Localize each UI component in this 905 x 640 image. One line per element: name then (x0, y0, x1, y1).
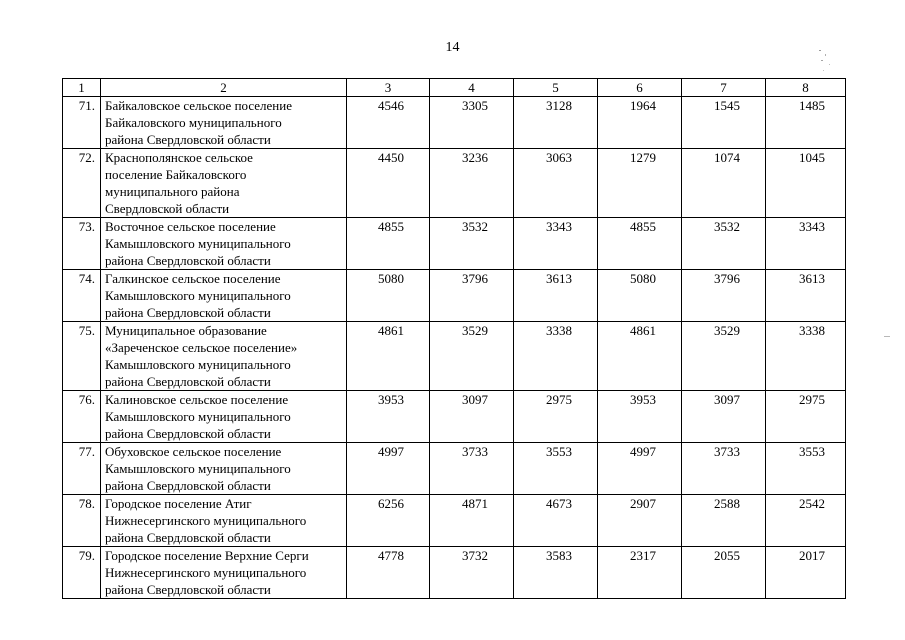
municipality-name-line: Восточное сельское поселение (105, 219, 276, 234)
value-col-4: 3532 (430, 218, 514, 270)
value-col-3: 4855 (347, 218, 430, 270)
row-number: 71. (63, 97, 101, 149)
municipality-name-line: Городское поселение Верхние Серги (105, 548, 309, 563)
municipality-name-line: района Свердловской области (105, 530, 271, 545)
value-col-5: 3613 (514, 270, 598, 322)
row-number: 72. (63, 149, 101, 218)
municipality-name-line: района Свердловской области (105, 253, 271, 268)
municipality-name-line: Байкаловское сельское поселение (105, 98, 292, 113)
value-col-3: 4546 (347, 97, 430, 149)
value-col-3: 4997 (347, 443, 430, 495)
municipality-name (101, 218, 347, 270)
municipality-name-line: Обуховское сельское поселение (105, 444, 282, 459)
municipality-name-line: Краснополянское сельское (105, 150, 253, 165)
value-col-7: 3733 (682, 443, 766, 495)
value-col-6: 1964 (598, 97, 682, 149)
value-col-8: 2975 (766, 391, 846, 443)
value-col-4: 3236 (430, 149, 514, 218)
column-header-7: 7 (682, 79, 766, 97)
row-number: 77. (63, 443, 101, 495)
column-header-6: 6 (598, 79, 682, 97)
value-col-3: 4861 (347, 322, 430, 391)
scan-specks-lower (880, 330, 900, 350)
value-col-3: 4778 (347, 547, 430, 599)
municipality-name (101, 149, 347, 218)
municipality-name (101, 443, 347, 495)
municipality-name-line: района Свердловской области (105, 305, 271, 320)
value-col-4: 3733 (430, 443, 514, 495)
municipality-name-line: Свердловской области (105, 201, 230, 216)
municipality-name-line: Камышловского муниципального (105, 236, 291, 251)
row-number: 78. (63, 495, 101, 547)
value-col-5: 3343 (514, 218, 598, 270)
municipality-name-line: Камышловского муниципального (105, 409, 291, 424)
value-col-8: 2017 (766, 547, 846, 599)
column-header-5: 5 (514, 79, 598, 97)
value-col-4: 4871 (430, 495, 514, 547)
value-col-8: 3343 (766, 218, 846, 270)
table-row (63, 443, 846, 495)
municipality-name-line: муниципального района (105, 184, 240, 199)
table-row (63, 391, 846, 443)
table-row (63, 495, 846, 547)
value-col-8: 2542 (766, 495, 846, 547)
page-number: 14 (445, 40, 460, 55)
municipality-name-line: Камышловского муниципального (105, 357, 291, 372)
value-col-7: 2055 (682, 547, 766, 599)
value-col-5: 3063 (514, 149, 598, 218)
value-col-4: 3097 (430, 391, 514, 443)
municipality-name-line: «Зареченское сельское поселение» (105, 340, 298, 355)
value-col-8: 3613 (766, 270, 846, 322)
value-col-7: 3529 (682, 322, 766, 391)
scan-specks (815, 48, 845, 108)
table-header-row (63, 79, 846, 97)
value-col-8: 1485 (766, 97, 846, 149)
municipality-name-line: Городское поселение Атиг (105, 496, 252, 511)
value-col-6: 3953 (598, 391, 682, 443)
municipality-name-line: Галкинское сельское поселение (105, 271, 281, 286)
municipality-name-line: района Свердловской области (105, 426, 271, 441)
row-number: 73. (63, 218, 101, 270)
value-col-3: 5080 (347, 270, 430, 322)
municipality-name-line: Камышловского муниципального (105, 288, 291, 303)
value-col-7: 3796 (682, 270, 766, 322)
municipality-name-line: Нижнесергинского муниципального (105, 565, 307, 580)
column-header-1: 1 (63, 79, 101, 97)
column-header-2: 2 (101, 79, 347, 97)
municipality-name-line: Нижнесергинского муниципального (105, 513, 307, 528)
row-number: 75. (63, 322, 101, 391)
value-col-8: 1045 (766, 149, 846, 218)
value-col-6: 4855 (598, 218, 682, 270)
value-col-6: 1279 (598, 149, 682, 218)
value-col-5: 3583 (514, 547, 598, 599)
municipality-name-line: Муниципальное образование (105, 323, 267, 338)
value-col-5: 4673 (514, 495, 598, 547)
table-row (63, 97, 846, 149)
row-number: 74. (63, 270, 101, 322)
table-row (63, 270, 846, 322)
value-col-3: 6256 (347, 495, 430, 547)
value-col-7: 3532 (682, 218, 766, 270)
value-col-7: 1074 (682, 149, 766, 218)
municipality-name-line: Байкаловского муниципального (105, 115, 282, 130)
value-col-5: 2975 (514, 391, 598, 443)
value-col-4: 3305 (430, 97, 514, 149)
data-table (62, 78, 846, 599)
value-col-5: 3128 (514, 97, 598, 149)
value-col-6: 4861 (598, 322, 682, 391)
table-row (63, 149, 846, 218)
value-col-6: 2907 (598, 495, 682, 547)
value-col-7: 1545 (682, 97, 766, 149)
municipality-name-line: Камышловского муниципального (105, 461, 291, 476)
municipality-name (101, 270, 347, 322)
value-col-3: 3953 (347, 391, 430, 443)
municipality-name (101, 391, 347, 443)
value-col-8: 3553 (766, 443, 846, 495)
row-number: 79. (63, 547, 101, 599)
municipality-name-line: поселение Байкаловского (105, 167, 247, 182)
municipality-name (101, 495, 347, 547)
value-col-6: 5080 (598, 270, 682, 322)
column-header-4: 4 (430, 79, 514, 97)
table-row (63, 218, 846, 270)
value-col-7: 3097 (682, 391, 766, 443)
column-header-3: 3 (347, 79, 430, 97)
value-col-3: 4450 (347, 149, 430, 218)
column-header-8: 8 (766, 79, 846, 97)
value-col-7: 2588 (682, 495, 766, 547)
municipality-name (101, 97, 347, 149)
row-number: 76. (63, 391, 101, 443)
municipality-name (101, 322, 347, 391)
value-col-6: 2317 (598, 547, 682, 599)
table-row (63, 322, 846, 391)
municipality-name-line: района Свердловской области (105, 374, 271, 389)
value-col-5: 3553 (514, 443, 598, 495)
value-col-4: 3732 (430, 547, 514, 599)
value-col-5: 3338 (514, 322, 598, 391)
value-col-4: 3529 (430, 322, 514, 391)
table-row (63, 547, 846, 599)
municipality-name (101, 547, 347, 599)
value-col-8: 3338 (766, 322, 846, 391)
municipality-name-line: района Свердловской области (105, 478, 271, 493)
value-col-6: 4997 (598, 443, 682, 495)
value-col-4: 3796 (430, 270, 514, 322)
municipality-name-line: района Свердловской области (105, 132, 271, 147)
municipality-name-line: района Свердловской области (105, 582, 271, 597)
municipality-name-line: Калиновское сельское поселение (105, 392, 289, 407)
